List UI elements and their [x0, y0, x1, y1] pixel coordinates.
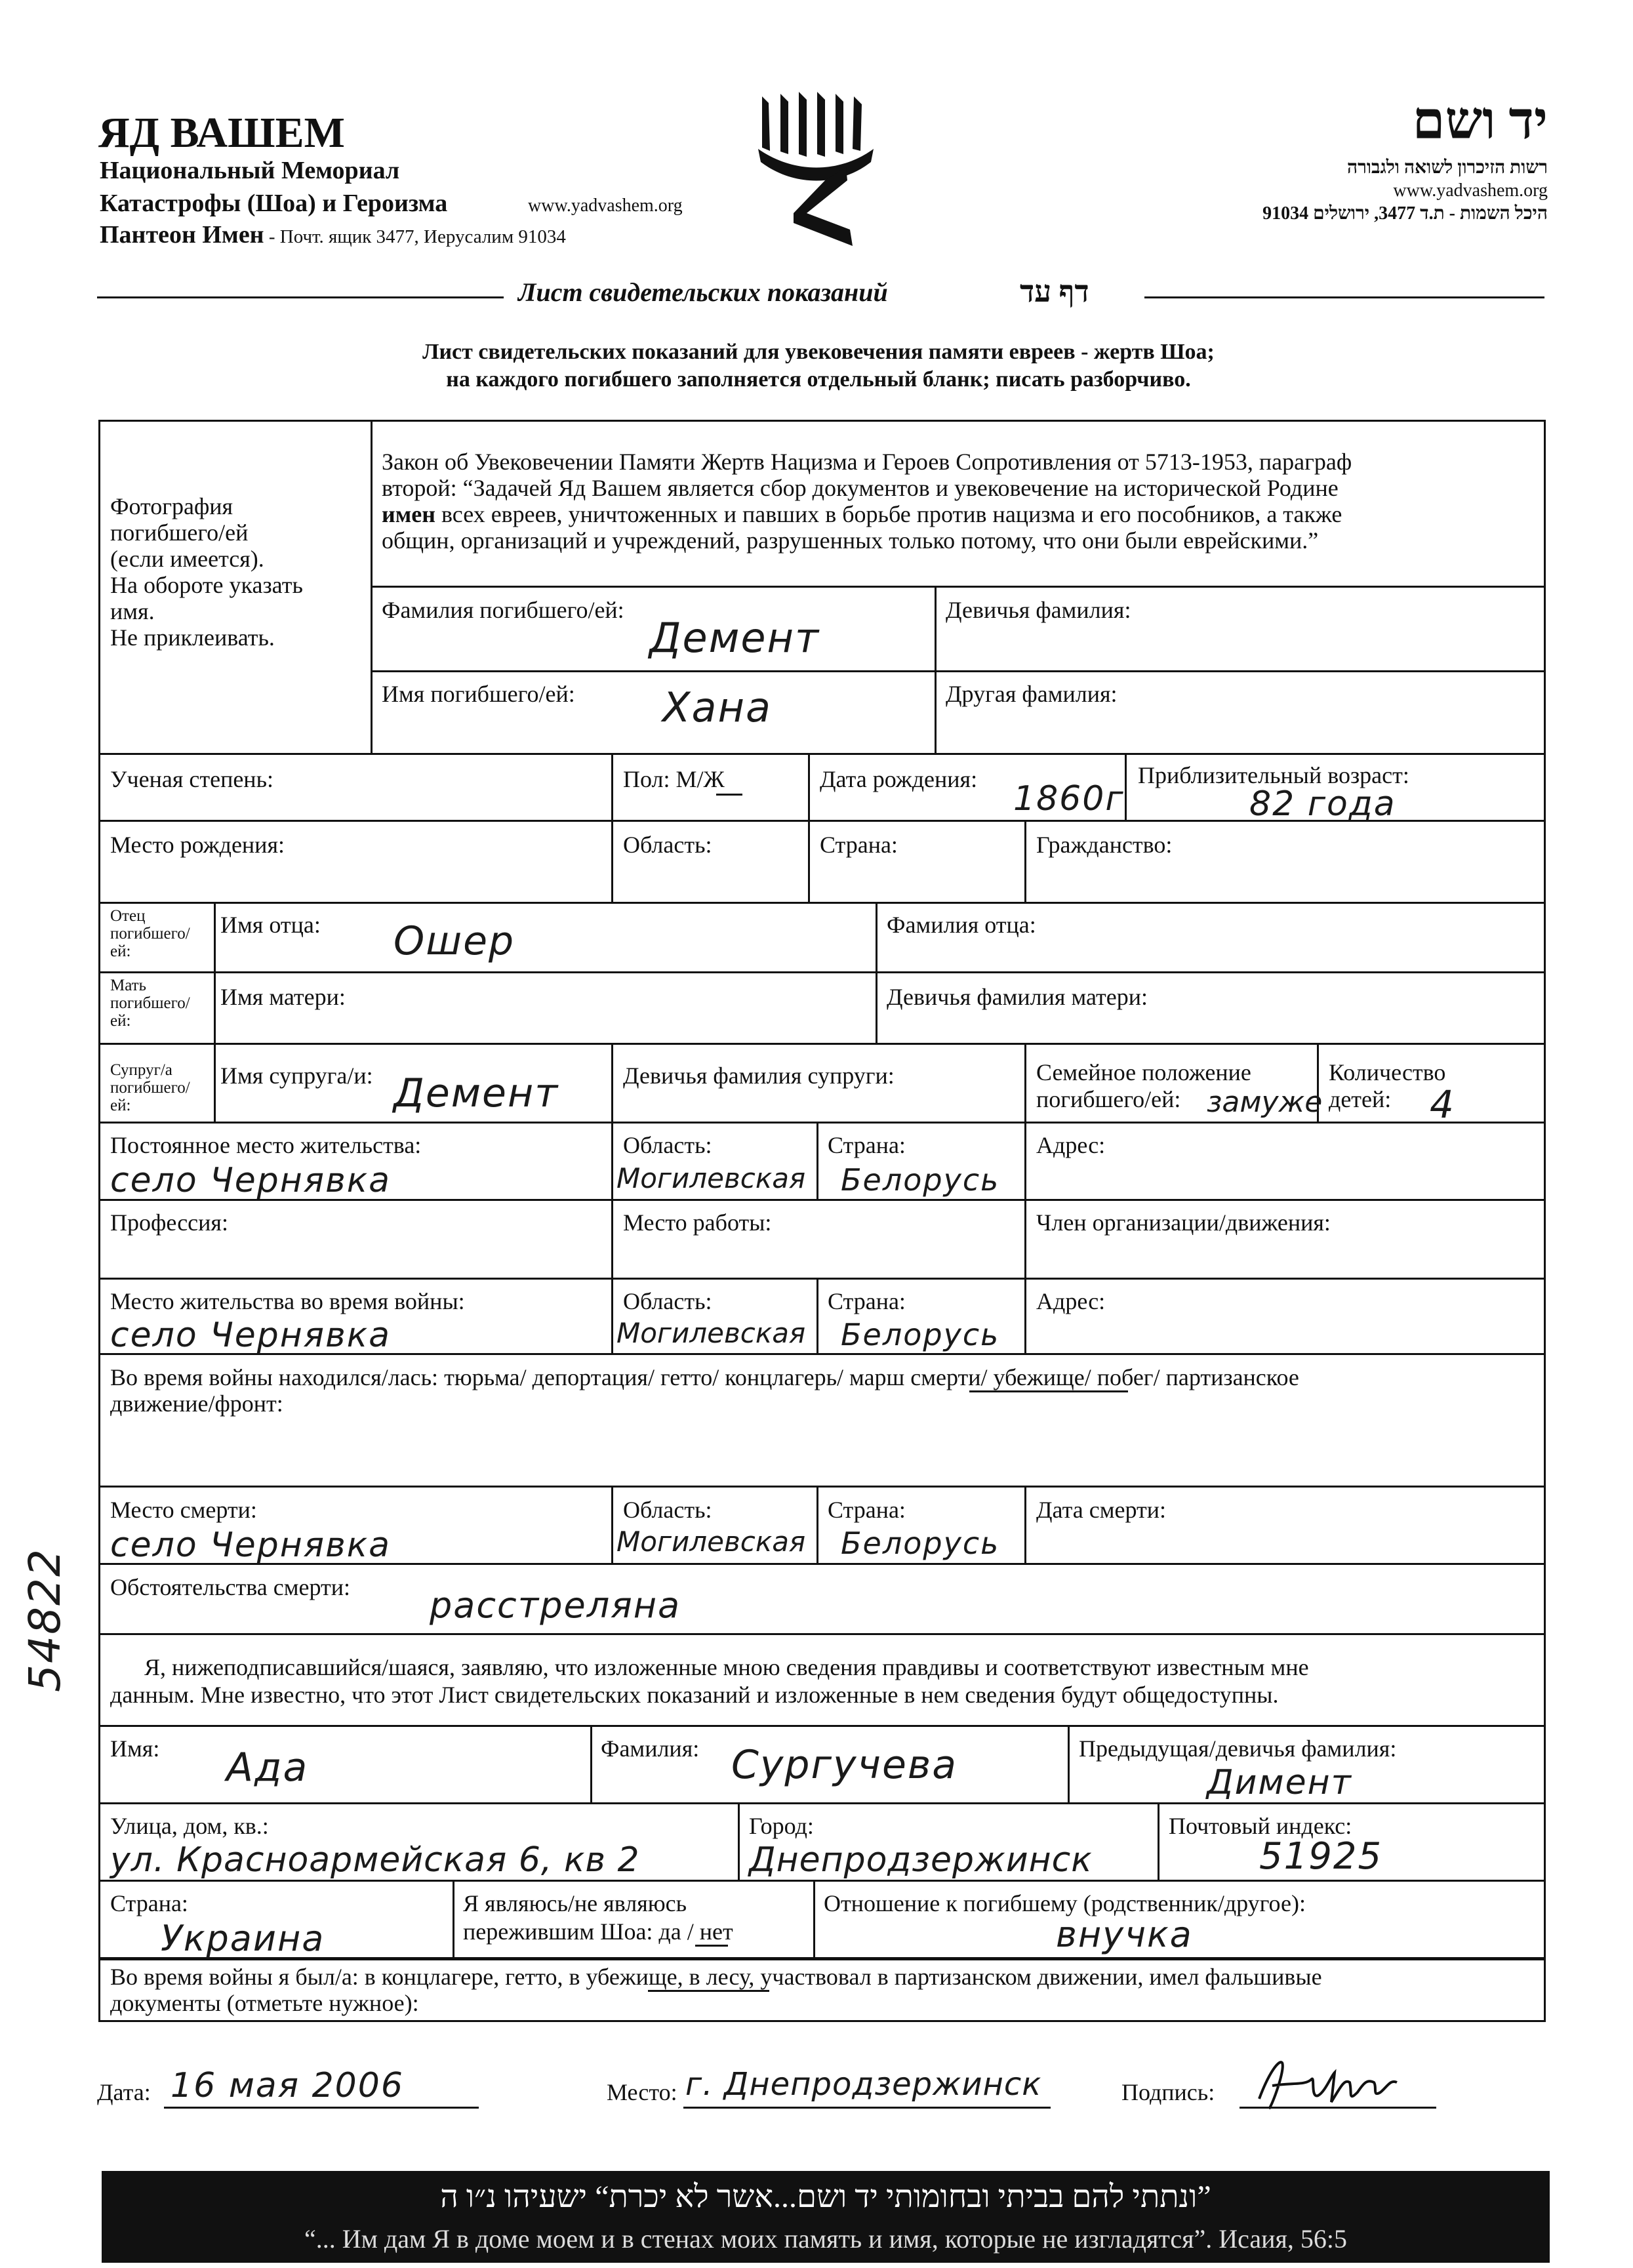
org-line1-he: רשות הזיכרון לשואה ולגבורה: [1346, 157, 1548, 178]
father-name-value[interactable]: Ошер: [393, 918, 515, 964]
father-side-label: Отец погибшего/ ей:: [110, 907, 190, 960]
war-address-label: Адрес:: [1036, 1288, 1106, 1314]
war-residence-label: Место жительства во время войны:: [110, 1288, 465, 1314]
survivor-yes-underline: [695, 1945, 728, 1947]
form-title-ru: Лист свидетельских показаний: [518, 277, 888, 307]
survivor-label-2: пережившим Шоа: да / нет: [463, 1918, 733, 1945]
law-l4: общин, организаций и учреждений, разрушенных только потому, что они были еврейскими.”: [382, 527, 1319, 554]
org-title-ru: ЯД ВАШЕМ: [98, 109, 345, 157]
city-value[interactable]: Днепродзержинск: [749, 1840, 1093, 1880]
spouse-name-label: Имя супруга/и:: [220, 1063, 373, 1089]
victim-other-surname-label: Другая фамилия:: [946, 681, 1118, 707]
survivor-label-1: Я являюсь/не являюсь: [463, 1890, 687, 1916]
death-place-value[interactable]: село Чернявка: [110, 1526, 392, 1565]
zip-value[interactable]: 51925: [1259, 1835, 1383, 1878]
citizenship-label: Гражданство:: [1036, 832, 1173, 858]
residence-address-label: Адрес:: [1036, 1132, 1106, 1158]
relation-value[interactable]: внучка: [1056, 1914, 1193, 1955]
submitter-prev-label: Предыдущая/девичья фамилия:: [1079, 1735, 1397, 1762]
victim-surname-label: Фамилия погибшего/ей:: [382, 597, 624, 623]
org-line3-rest: - Почт. ящик 3477, Иерусалим 91034: [264, 226, 566, 247]
death-date-label: Дата смерти:: [1036, 1497, 1167, 1523]
date-value[interactable]: 16 мая 2006: [171, 2066, 404, 2105]
death-place-label: Место смерти:: [110, 1497, 257, 1523]
photo-l2: погибшего/ей: [110, 519, 249, 546]
war-region-label: Область:: [623, 1288, 712, 1314]
margin-number: 54822: [20, 1548, 70, 1692]
victim-surname-value[interactable]: Демент: [649, 614, 820, 662]
law-l3-rest: всех евреев, уничтоженных и павших в борьбе против нацизма и его пособников, а также: [435, 501, 1342, 527]
birth-region-label: Область:: [623, 832, 712, 858]
law-l1: Закон об Увековечении Памяти Жертв Нацизма и Героев Сопротивления от 5713-1953, параграф: [382, 449, 1352, 475]
declaration-line2: данным. Мне известно, что этот Лист свидетельских показаний и изложенные в нем сведения будут общедоступны.: [110, 1682, 1279, 1708]
submitter-surname-value[interactable]: Сургучева: [731, 1742, 958, 1788]
birthdate-value[interactable]: 1860г: [1013, 779, 1125, 819]
submitter-country-value[interactable]: Украина: [161, 1918, 325, 1959]
victim-firstname-value[interactable]: Хана: [662, 683, 772, 731]
submitter-war-line1: Во время войны я был/а: в концлагере, гетто, в убежище, в лесу, участвовал в партизанском движении, имел фальшивые: [110, 1964, 1322, 1990]
residence-region-value[interactable]: Могилевская: [616, 1162, 806, 1194]
sex-underline: [716, 794, 742, 796]
spouse-name-value[interactable]: Демент: [393, 1070, 559, 1116]
intro-line1: Лист свидетельских показаний для увековечения памяти евреев - жертв Шоа;: [422, 340, 1215, 364]
zip-label: Почтовый индекс:: [1169, 1813, 1352, 1839]
birthdate-label: Дата рождения:: [820, 766, 978, 792]
war-residence-value[interactable]: село Чернявка: [110, 1316, 392, 1355]
photo-l6: Не приклеивать.: [110, 624, 275, 651]
residence-value[interactable]: село Чернявка: [110, 1161, 392, 1200]
shelter-underline: [648, 1990, 769, 1992]
place-label: Место:: [607, 2079, 677, 2105]
form-title-he: דף עד: [1020, 275, 1089, 308]
children-label-2: детей:: [1329, 1086, 1392, 1112]
website-he[interactable]: www.yadvashem.org: [1393, 180, 1548, 201]
father-name-label: Имя отца:: [220, 912, 321, 938]
org-line2-ru: Катастрофы (Шоа) и Героизма: [100, 190, 448, 217]
war-country-label: Страна:: [828, 1288, 906, 1314]
title-rule-left: [97, 296, 504, 298]
title-rule-right: [1144, 296, 1544, 298]
spouse-side-label: Супруг/а погибшего/ ей:: [110, 1061, 190, 1114]
yad-vashem-logo: [754, 89, 879, 262]
signature-line: [1240, 2107, 1436, 2109]
submitter-name-value[interactable]: Ада: [226, 1745, 309, 1791]
quote-banner: [102, 2171, 1550, 2263]
profession-label: Профессия:: [110, 1209, 228, 1236]
date-label: Дата:: [97, 2079, 151, 2105]
death-region-label: Область:: [623, 1497, 712, 1523]
website-ru[interactable]: www.yadvashem.org: [528, 195, 683, 216]
org-line1-ru: Национальный Мемориал: [100, 157, 400, 184]
city-label: Город:: [749, 1813, 814, 1839]
spouse-maiden-label: Девичья фамилия супруги:: [623, 1063, 895, 1089]
submitter-prev-value[interactable]: Димент: [1207, 1763, 1352, 1802]
photo-l3: (если имеется).: [110, 546, 264, 572]
law-l3-bold: имен: [382, 501, 435, 527]
children-label-1: Количество: [1329, 1059, 1446, 1085]
victim-firstname-label: Имя погибшего/ей:: [382, 681, 575, 707]
mother-name-label: Имя матери:: [220, 984, 346, 1010]
marital-label-1: Семейное положение: [1036, 1059, 1251, 1085]
law-text: [382, 449, 1536, 554]
org-title-he: יד ושם: [1412, 92, 1548, 150]
death-circ-label: Обстоятельства смерти:: [110, 1574, 350, 1600]
org-line3-he: 91034 היכל השמות - ת.ד 3477, ירושלים: [1262, 203, 1548, 224]
submitter-surname-label: Фамилия:: [601, 1735, 700, 1762]
photo-l5: имя.: [110, 598, 155, 624]
sex-label: Пол: М/Ж: [623, 766, 725, 792]
death-circ-value[interactable]: расстреляна: [430, 1585, 681, 1626]
law-l2: второй: “Задачей Яд Вашем является сбор документов и увековечение на исторической Родине: [382, 475, 1339, 501]
degree-label: Ученая степень:: [110, 766, 273, 792]
marital-value[interactable]: замуже: [1207, 1085, 1323, 1119]
age-label: Приблизительный возраст:: [1138, 762, 1409, 788]
mother-maiden-label: Девичья фамилия матери:: [887, 984, 1148, 1010]
photo-l1: Фотография: [110, 493, 233, 519]
street-label: Улица, дом, кв.:: [110, 1813, 269, 1839]
father-surname-label: Фамилия отца:: [887, 912, 1036, 938]
submitter-name-label: Имя:: [110, 1735, 160, 1762]
children-value[interactable]: 4: [1430, 1082, 1455, 1127]
mother-side-label: Мать погибшего/ ей:: [110, 977, 190, 1030]
birth-country-label: Страна:: [820, 832, 898, 858]
member-label: Член организации/движения:: [1036, 1209, 1331, 1236]
quote-hebrew: ”ונתתי להם בביתי ובחומותי יד ושם...אשר לא יכרת“ ישעיהו נ״ו ה: [440, 2179, 1211, 2214]
quote-russian: “... Им дам Я в доме моем и в стенах моих память и имя, которые не изгладятся”. Исаия, 56:5: [304, 2224, 1348, 2254]
photo-l4: На обороте указать: [110, 572, 303, 598]
declaration-line1: Я, нижеподписавшийся/шаяся, заявляю, что изложенные мною сведения правдивы и соответствуют известным мне: [144, 1654, 1309, 1680]
death-country-label: Страна:: [828, 1497, 906, 1523]
submitter-country-label: Страна:: [110, 1890, 188, 1916]
place-value[interactable]: г. Днепродзержинск: [685, 2066, 1042, 2103]
age-value[interactable]: 82 года: [1249, 784, 1396, 824]
residence-region-label: Область:: [623, 1132, 712, 1158]
intro-line2: на каждого погибшего заполняется отдельный бланк; писать разборчиво.: [446, 367, 1191, 392]
residence-country-label: Страна:: [828, 1132, 906, 1158]
war-country-value[interactable]: Белорусь: [841, 1317, 1000, 1352]
law-l3: [382, 501, 1536, 527]
war-region-value[interactable]: Могилевская: [616, 1317, 806, 1349]
signature-label: Подпись:: [1121, 2079, 1215, 2105]
submitter-war-line2: документы (отметьте нужное):: [110, 1990, 419, 2016]
relation-label: Отношение к погибшему (родственник/другое):: [824, 1890, 1306, 1916]
death-region-value[interactable]: Могилевская: [616, 1526, 806, 1558]
org-line3-ru: [100, 220, 566, 249]
workplace-label: Место работы:: [623, 1209, 772, 1236]
photo-instructions: [110, 493, 359, 651]
org-line3-bold: Пантеон Имен: [100, 221, 264, 249]
birthplace-label: Место рождения:: [110, 832, 285, 858]
residence-country-value[interactable]: Белорусь: [841, 1162, 1000, 1198]
street-value[interactable]: ул. Красноармейская 6, кв 2: [110, 1840, 640, 1880]
war-status-line1: Во время войны находился/лась: тюрьма/ депортация/ гетто/ концлагерь/ марш смерти/ убежище/ побег/ партизанское: [110, 1364, 1299, 1390]
victim-maiden-label: Девичья фамилия:: [946, 597, 1131, 623]
death-country-value[interactable]: Белорусь: [841, 1526, 1000, 1561]
death-march-underline: [969, 1390, 1128, 1392]
place-line: [683, 2107, 1051, 2109]
residence-label: Постоянное место жительства:: [110, 1132, 422, 1158]
war-status-line2: движение/фронт:: [110, 1390, 283, 1417]
date-line: [164, 2107, 479, 2109]
marital-label-2: погибшего/ей:: [1036, 1086, 1181, 1112]
